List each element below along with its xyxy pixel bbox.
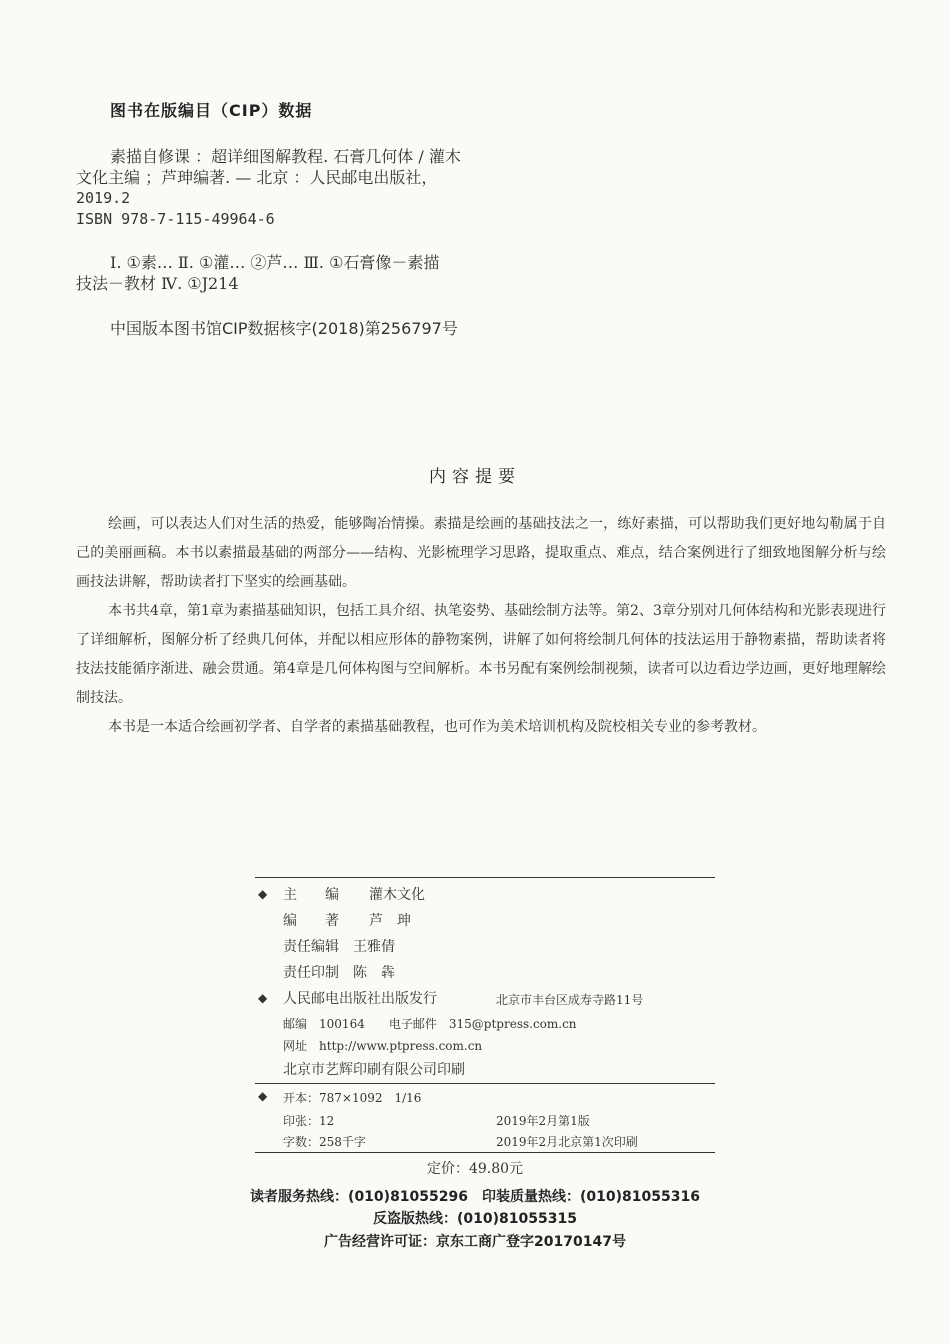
abstract-paragraph: 本书是一本适合绘画初学者、自学者的素描基础教程，也可作为美术培训机构及院校相关专业的参考教材。 xyxy=(108,719,766,735)
abstract-paragraph: 绘画，可以表达人们对生活的热爱，能够陶冶情操。素描是绘画的基础技法之一，练好素描，可以帮助我们更好地勾勒属于自己的美丽画稿。本书以素描最基础的两部分——结构、光影梳理学习思路，提取重点、难点，结合案例进行了细致地图解分析与绘画技法讲解，帮助读者打下坚实的绘画基础。 xyxy=(76,516,886,590)
price: 定价：49.80元 xyxy=(426,1161,524,1177)
hotline: 读者服务热线：(010)81055296 印装质量热线：(010)81055316 xyxy=(250,1189,700,1205)
postcode-label: 邮编 xyxy=(283,1017,308,1031)
bullet-icon: ◆ xyxy=(258,887,268,901)
bullet-icon: ◆ xyxy=(258,991,268,1005)
ad-license: 广告经营许可证：京东工商广登字20170147号 xyxy=(324,1234,626,1250)
credit-responsible-editor xyxy=(283,936,395,956)
cip-classification xyxy=(76,252,439,294)
cip-line: 文化主编 ；芦珅编著. — 北京 ：人民邮电出版社， xyxy=(76,168,438,187)
abstract-title: 内容提要 xyxy=(429,467,521,487)
abstract-body xyxy=(76,510,886,742)
cip-isbn: ISBN 978-7-115-49964-6 xyxy=(76,210,275,228)
bullet-icon: ◆ xyxy=(258,1089,268,1103)
publisher-web xyxy=(283,1037,482,1054)
cip-date: 2019.2 xyxy=(76,189,131,207)
credit-editor xyxy=(283,884,425,904)
credit-label: 主 编 xyxy=(283,887,339,903)
spec-edition: 2019年2月第1版 xyxy=(496,1114,590,1128)
web-url: http://www.ptpress.com.cn xyxy=(319,1039,483,1053)
web-label: 网址 xyxy=(283,1039,308,1053)
postcode: 100164 xyxy=(319,1017,365,1031)
credit-value: 芦 珅 xyxy=(369,913,411,929)
publisher-contact xyxy=(283,1015,577,1032)
email-label: 电子邮件 xyxy=(388,1017,437,1031)
cip-bibliographic-record xyxy=(76,146,461,230)
credit-label: 编 著 xyxy=(283,913,339,929)
divider-bottom xyxy=(255,1152,715,1153)
printer-name: 北京市艺辉印刷有限公司印刷 xyxy=(283,1062,465,1078)
credit-label: 责任印制 xyxy=(283,965,339,981)
spec-words: 字数：258千字 xyxy=(283,1135,366,1149)
spec-printing: 2019年2月北京第1次印刷 xyxy=(496,1135,638,1149)
credit-responsible-printing xyxy=(283,962,395,982)
credit-label: 责任编辑 xyxy=(283,939,339,955)
cip-core-number: 中国版本图书馆CIP数据核字(2018)第256797号 xyxy=(110,319,458,338)
publisher-name: 人民邮电出版社出版发行 xyxy=(283,991,437,1007)
divider-top xyxy=(255,877,715,878)
credit-author xyxy=(283,910,411,930)
email: 315@ptpress.com.cn xyxy=(448,1017,577,1031)
cip-line: Ⅰ. ①素… Ⅱ. ①灌… ②芦… Ⅲ. ①石膏像－素描 xyxy=(110,253,440,272)
credit-value: 灌木文化 xyxy=(369,887,425,903)
cip-line: 素描自修课 ：超详细图解教程. 石膏几何体 / 灌木 xyxy=(110,147,461,166)
abstract-paragraph: 本书共4章，第1章为素描基础知识，包括工具介绍、执笔姿势、基础绘制方法等。第2、3章分别对几何体结构和光影表现进行了详细解析，图解分析了经典几何体，并配以相应形体的静物案例，讲解了如何将绘制几何体的技法运用于静物素描，帮助读者将技法技能循序渐进、融会贯通。第4章是几何体构图与空间解析。本书另配有案例绘制视频，读者可以边看边学边画，更好地理解绘制技法。 xyxy=(76,603,886,706)
spec-sheets: 印张：12 xyxy=(283,1114,335,1128)
credit-value: 陈 犇 xyxy=(353,965,395,981)
publisher-address: 北京市丰台区成寿寺路11号 xyxy=(496,993,644,1007)
cip-line: 技法－教材 Ⅳ. ①J214 xyxy=(76,274,239,293)
divider-middle xyxy=(255,1083,715,1084)
spec-format: 开本：787×1092 1/16 xyxy=(283,1091,422,1105)
cip-title: 图书在版编目（CIP）数据 xyxy=(110,101,313,120)
credit-value: 王雅倩 xyxy=(353,939,395,955)
piracy-hotline: 反盗版热线：(010)81055315 xyxy=(373,1211,577,1227)
